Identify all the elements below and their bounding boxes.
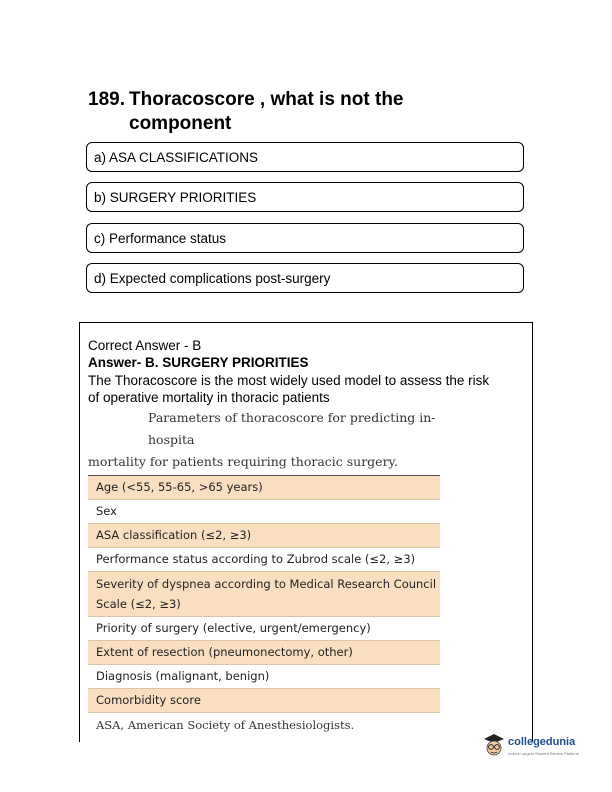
option-b[interactable]: b) SURGERY PRIORITIES	[86, 182, 524, 212]
table-row: Diagnosis (malignant, benign)	[88, 665, 440, 689]
table-row	[88, 572, 440, 617]
question-text-line2: component	[129, 113, 232, 134]
logo-text: collegedunia	[508, 736, 576, 748]
collegedunia-logo	[482, 730, 582, 764]
table-row-line2: Scale (≤2, ≥3)	[96, 597, 181, 611]
option-c[interactable]: c) Performance status	[86, 223, 524, 253]
option-a[interactable]: a) ASA CLASSIFICATIONS	[86, 142, 524, 172]
table-row: Priority of surgery (elective, urgent/emergency)	[88, 617, 440, 641]
table-caption-line1: Parameters of thoracoscore for predicting in-hospita	[148, 410, 436, 447]
thoracoscore-table	[88, 407, 440, 737]
table-row: Extent of resection (pneumonectomy, other)	[88, 641, 440, 665]
explanation-line1: The Thoracoscore is the most widely used model to assess the risk	[88, 373, 490, 388]
option-d[interactable]: d) Expected complications post-surgery	[86, 263, 524, 293]
correct-answer: Correct Answer - B	[88, 338, 202, 353]
table-row: Comorbidity score	[88, 689, 440, 713]
table-row-line1: Severity of dyspnea according to Medical Research Council	[96, 577, 437, 591]
question-text-line1: Thoracoscore , what is not the	[129, 89, 404, 110]
question-number: 189.	[88, 89, 125, 110]
logo-tagline: India's Largest Student Review Platform	[508, 751, 580, 756]
explanation-line2: of operative mortality in thoracic patients	[88, 390, 330, 405]
mascot-icon	[482, 732, 506, 760]
table-caption-line2: mortality for patients requiring thoracic surgery.	[88, 454, 398, 469]
table-footnote: ASA, American Society of Anesthesiologists.	[96, 718, 355, 732]
table-row: Performance status according to Zubrod scale (≤2, ≥3)	[88, 548, 440, 572]
question-title	[88, 88, 528, 136]
table-row: Sex	[88, 500, 440, 524]
table-row: ASA classification (≤2, ≥3)	[88, 524, 440, 548]
answer-heading: Answer- B. SURGERY PRIORITIES	[88, 355, 309, 370]
table-caption	[88, 407, 440, 473]
table-row: Age (<55, 55-65, >65 years)	[88, 476, 440, 500]
